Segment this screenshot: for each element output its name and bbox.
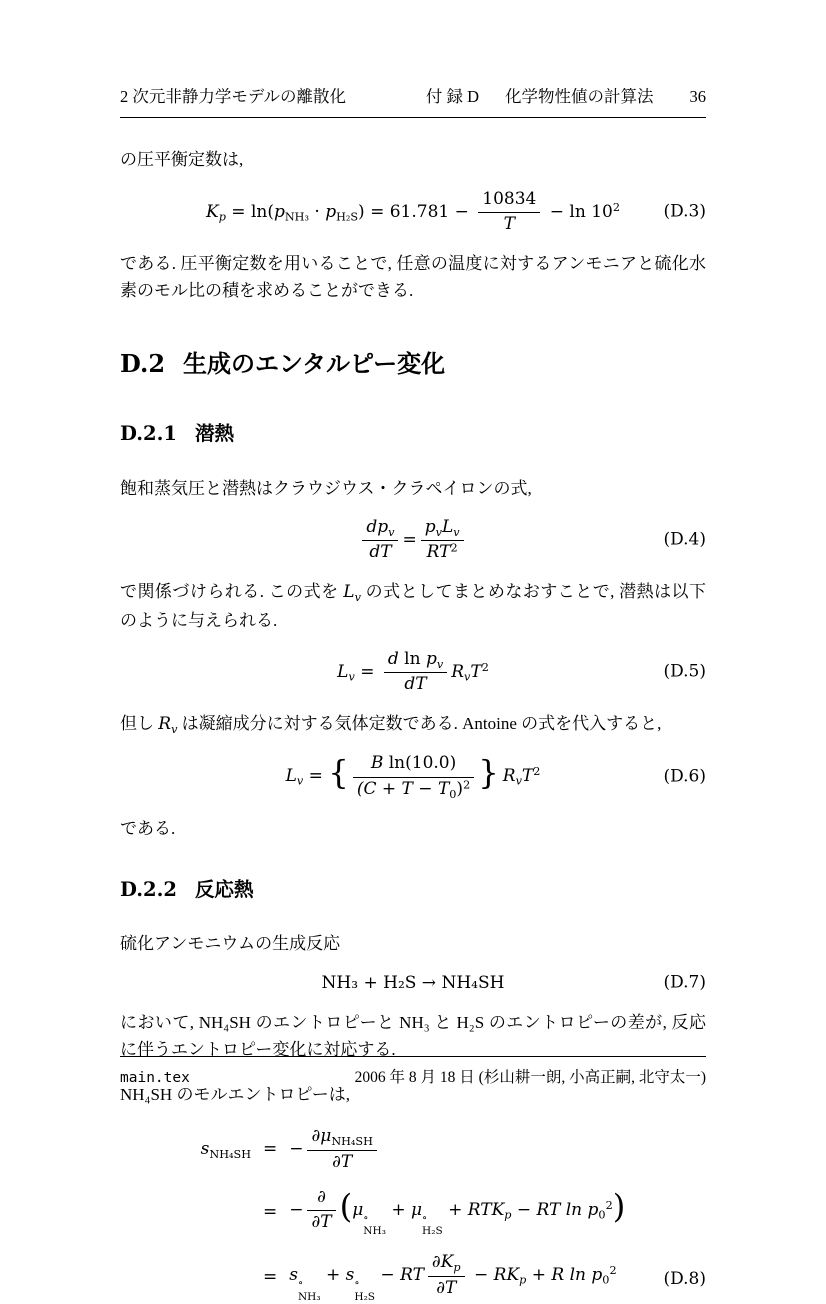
denominator: dT [404,673,427,694]
equation-d8-row1-rhs [289,1126,625,1173]
equation-d6-math [286,753,541,800]
math-token: 0 [598,1208,606,1222]
math-token: = [303,766,329,787]
paragraph-after-d5 [120,710,706,738]
math-token: = [402,529,417,550]
equation-d8 [120,1126,706,1303]
math-token: − RK [468,1265,520,1286]
math-token: p [425,648,437,669]
denominator: ∂T [436,1277,457,1298]
numerator: 10834 [478,189,540,213]
math-token: K [206,201,219,222]
math-token: ∘ [354,1277,360,1290]
subsection-title: 反応熱 [194,879,254,902]
page-number: 36 [689,87,706,106]
fraction [478,189,540,236]
math-token: ∂μ [311,1126,332,1147]
math-token: = ln( [225,201,274,222]
equation-d6 [120,753,706,800]
subsection-number: D.2.1 [120,422,177,446]
paragraph-reaction-intro: 硫化アンモニウムの生成反応 [120,934,341,954]
math-token: p [453,1261,461,1275]
math-token: − RT [375,1265,424,1286]
math-token: B [370,753,384,774]
numerator: ∂ [307,1187,335,1211]
equation-tag: (D.8) [663,1268,706,1289]
math-token: v [388,525,395,539]
equation-d8-row3-rhs [289,1252,625,1303]
math-token: 0 [602,1274,610,1288]
math-token: NH₃ [284,210,309,224]
math-token: v [515,775,522,789]
math-token: − [289,1139,304,1160]
math-token: d [387,648,399,669]
denominator: T [503,213,515,234]
math-token: 2 [481,660,489,674]
math-token: − ln 10 [544,201,613,222]
sup-sub-stack [298,1277,321,1303]
math-token: = [354,661,380,682]
math-token: p [325,201,337,222]
header-left-title: 2 次元非静力学モデルの離散化 [120,87,347,106]
sup-sub-stack [354,1277,375,1303]
math-token: NH₄SH [209,1148,251,1162]
denominator: dT [369,542,392,563]
numerator [307,1126,376,1150]
inline-math-var: R [158,714,172,735]
section-heading-d2 [120,350,706,380]
math-token: s [345,1265,355,1286]
math-token: ln [398,648,426,669]
text-run: 但し [120,714,159,734]
math-token: − RT ln p [511,1199,599,1220]
inline-math-sub: v [171,723,178,737]
equation-d5-math [337,649,489,696]
equation-d8-lhs [201,1139,251,1160]
math-token: 2 [533,765,541,779]
right-paren: ) [612,1187,626,1226]
equation-d7-math: NH₃ + H₂S → NH₄SH [321,972,505,993]
fraction [421,517,464,564]
math-token: μ [352,1199,364,1220]
math-token: p [273,201,285,222]
math-token: T [521,766,534,787]
math-token: v [436,657,444,671]
math-token: 2 [463,778,471,792]
math-token: v [296,775,304,789]
equation-d4 [120,517,706,564]
math-token: 2 [609,1264,617,1278]
sup-sub-stack [363,1212,386,1238]
math-token: · [308,201,326,222]
fraction [307,1187,335,1234]
page-footer [120,1056,706,1091]
fraction [307,1126,376,1173]
math-token: T [470,661,482,682]
math-token: 2 [612,200,620,214]
spacer [120,118,706,146]
header-appendix-label: 付 録 D [425,87,479,106]
subsection-heading-d22 [120,878,706,902]
numerator [421,517,464,541]
text-run: は凝縮成分に対する気体定数である. Antoine の式を代入すると, [177,714,662,734]
paragraph-after-d6: である. [120,818,176,838]
math-token: (C + T − T [356,778,450,799]
math-token: v [464,670,471,684]
numerator [353,753,474,777]
math-token: dp [366,516,389,537]
paragraph-after-d3: である. 圧平衡定数を用いることで, 任意の温度に対するアンモニアと硫化水素のモル比の積を求めることができる. [120,254,706,301]
equation-d8-row2-rhs [289,1187,625,1238]
equation-d3 [120,189,706,236]
paragraph-clausius: 飽和蒸気圧と潜熱はクラウジウス・クラペイロンの式, [120,478,532,498]
math-token: μ [410,1199,423,1220]
footer-date-authors: 2006 年 8 月 18 日 (杉山耕一朗, 小高正嗣, 北守太一) [354,1069,706,1086]
math-token: ∂K [431,1252,454,1273]
math-token: s [289,1265,298,1286]
math-token: 0 [449,787,457,801]
text-run: の式としてまとめなおすことで, 潜熱は以下のように与えられる. [120,582,707,630]
equation-tag: (D.7) [663,972,706,993]
sup-sub-stack [422,1212,443,1238]
math-token: L [441,516,454,537]
fraction [353,753,474,800]
equation-d3-math [206,189,620,236]
equals-sign: = [262,1267,278,1288]
inline-math-var: L [343,582,355,603]
math-token: + [385,1199,411,1220]
math-token: H₂S [336,210,359,224]
numerator [362,517,398,541]
fraction [362,517,398,564]
math-token: ) [456,778,464,799]
math-token: ln(10.0) [383,753,457,774]
math-token: L [337,661,349,682]
math-token: p [504,1208,512,1222]
math-token: + R ln p [526,1265,603,1286]
math-token: NH₄SH [331,1135,373,1149]
math-token: ∘ [297,1277,304,1290]
equation-tag: (D.5) [663,661,706,682]
fraction [428,1252,465,1299]
math-token: v [435,525,442,539]
math-token: p [218,210,226,224]
paragraph-equilibrium-intro: の圧平衡定数は, [120,150,244,170]
equals-sign: = [262,1202,278,1223]
math-token: ∘ [422,1212,428,1225]
equation-tag: (D.6) [663,766,706,787]
math-token: ) = 61.781 − [358,201,475,222]
math-token: NH₃ [363,1225,386,1238]
paragraph-after-d4 [120,578,706,633]
math-token: H₂S [354,1290,376,1303]
math-token: NH₃ [297,1290,321,1303]
math-token: v [348,670,355,684]
math-token: L [285,766,297,787]
math-token: ∘ [363,1212,369,1225]
header-appendix-title: 化学物性値の計算法 [505,87,654,106]
section-title: 生成のエンタルピー変化 [183,351,446,379]
inline-math-sub: v [354,591,361,605]
math-token: p [519,1274,527,1288]
denominator [353,778,474,800]
equation-d5 [120,649,706,696]
math-token: R [451,661,464,682]
equation-d7 [120,973,706,994]
right-brace: } [478,753,499,792]
math-token: H₂S [422,1225,443,1238]
paragraph-molar-entropy: NH₄SH のモルエントロピーは, [120,1085,351,1105]
math-token: RT [426,542,451,563]
math-token: 2 [450,541,458,555]
subsection-heading-d21 [120,422,706,446]
denominator: ∂T [332,1151,353,1172]
math-token: 2 [605,1199,613,1213]
math-token: s [200,1139,210,1160]
denominator: ∂T [311,1212,332,1233]
subsection-number: D.2.2 [120,878,177,902]
running-header [120,84,706,118]
math-token: − [289,1199,304,1220]
numerator [428,1252,465,1276]
math-token: v [453,525,460,539]
subsection-title: 潜熱 [194,423,234,446]
equals-sign: = [262,1139,278,1160]
text-run: で関係づけられる. この式を [120,582,344,602]
fraction [384,649,447,696]
footer-filename: main.tex [120,1070,190,1086]
equation-d4-math [358,517,467,564]
math-token: R [502,766,516,787]
left-paren: ( [339,1187,353,1226]
math-token: + RTK [442,1199,505,1220]
header-right-group [426,84,706,110]
equation-tag: (D.3) [663,201,706,222]
math-token: p [424,516,436,537]
paragraph-after-d7: において, NH₄SH のエントロピーと NH₃ と H₂S のエントロピーの差が, 反応に伴うエントロピー変化に対応する. [120,1012,706,1060]
left-brace: { [328,753,349,792]
numerator [384,649,447,673]
denominator [421,541,464,563]
section-number: D.2 [120,349,166,379]
math-token: + [320,1265,346,1286]
equation-tag: (D.4) [663,529,706,550]
